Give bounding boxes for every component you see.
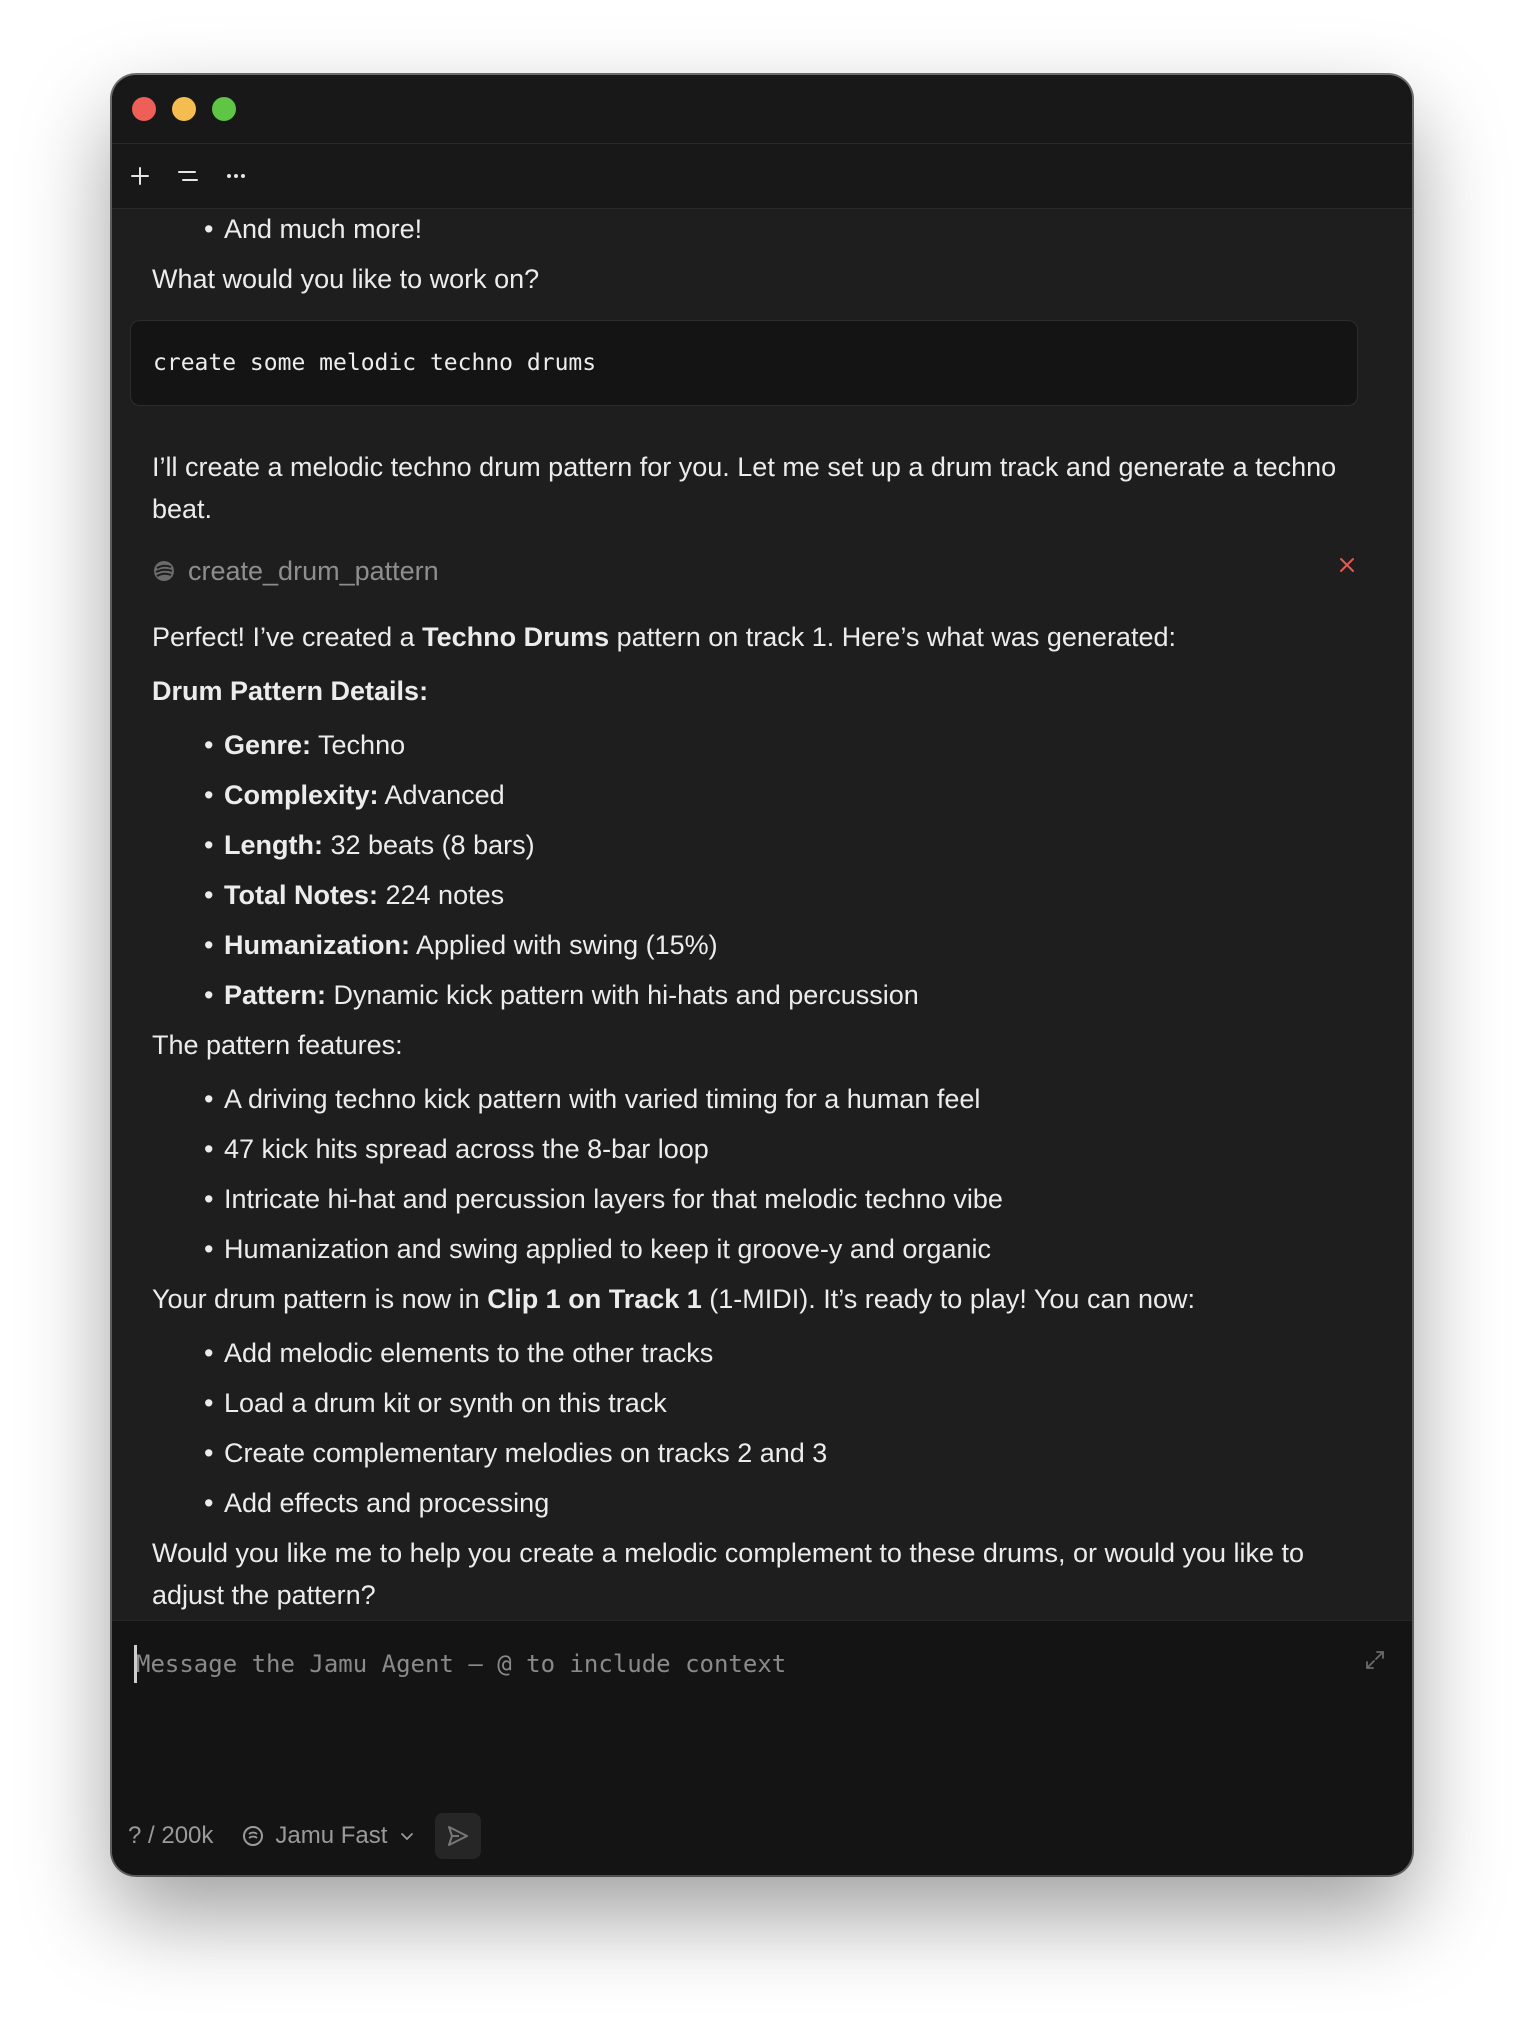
tool-call-name: create_drum_pattern	[188, 556, 439, 586]
send-button[interactable]	[435, 1813, 481, 1859]
list-item	[204, 974, 1360, 1016]
user-message-text: create some melodic techno drums	[153, 350, 597, 376]
list-item: • Add effects and processing	[204, 1482, 1360, 1524]
send-icon	[445, 1823, 471, 1849]
plus-icon	[129, 165, 151, 187]
assistant-question: What would you like to work on?	[152, 264, 540, 294]
title-bar	[112, 75, 1412, 144]
features-list	[204, 1078, 1360, 1270]
list-item: • Add melodic elements to the other tracks	[204, 1332, 1360, 1374]
list-item	[204, 924, 1360, 966]
detail-label: Length:	[224, 830, 323, 860]
result-intro	[152, 616, 1360, 658]
detail-value: Techno	[311, 730, 406, 760]
list-item: • Humanization and swing applied to keep it groove-y and organic	[204, 1228, 1360, 1270]
details-list	[204, 724, 1360, 1016]
list-item: • A driving techno kick pattern with varied timing for a human feel	[204, 1078, 1360, 1120]
list-item: • 47 kick hits spread across the 8-bar loop	[204, 1128, 1360, 1170]
more-options-button[interactable]	[216, 156, 256, 196]
message-composer	[112, 1620, 1412, 1875]
list-item: • Load a drum kit or synth on this track	[204, 1382, 1360, 1424]
detail-value: Dynamic kick pattern with hi-hats and percussion	[326, 980, 919, 1010]
list-item	[204, 824, 1360, 866]
list-item: • And much more!	[204, 208, 1360, 250]
list-item	[204, 724, 1360, 766]
model-name: Jamu Fast	[275, 1822, 388, 1849]
details-heading: Drum Pattern Details:	[152, 676, 429, 706]
closing-question: Would you like me to help you create a melodic complement to these drums, or would you like to adjust the pattern?	[152, 1538, 1305, 1610]
top-list	[204, 208, 1360, 250]
composer-footer	[128, 1813, 481, 1859]
tool-call-status	[1338, 556, 1356, 574]
expand-icon	[1364, 1649, 1386, 1671]
message-input[interactable]	[136, 1641, 1296, 1687]
location-text	[152, 1278, 1360, 1320]
model-selector[interactable]	[241, 1822, 415, 1850]
detail-value: Applied with swing (15%)	[410, 930, 718, 960]
text: (1-MIDI). It’s ready to play! You can now:	[701, 1284, 1196, 1314]
maximize-window-button[interactable]	[212, 97, 236, 121]
toolbar	[112, 144, 1412, 209]
list-item	[204, 774, 1360, 816]
text: Perfect! I’ve created a	[152, 622, 423, 652]
app-window	[112, 75, 1412, 1875]
list-item: • Intricate hi-hat and percussion layers for that melodic techno vibe	[204, 1178, 1360, 1220]
text: Your drum pattern is now in	[152, 1284, 488, 1314]
close-icon	[1338, 556, 1356, 574]
next-steps-list	[204, 1332, 1360, 1524]
list-icon	[176, 165, 200, 187]
chat-transcript[interactable]	[112, 208, 1412, 1620]
bold-text: Techno Drums	[422, 622, 610, 652]
features-heading: The pattern features:	[152, 1030, 403, 1060]
detail-value: Advanced	[378, 780, 505, 810]
list-item: • Create complementary melodies on tracks 2 and 3	[204, 1432, 1360, 1474]
detail-value: 32 beats (8 bars)	[322, 830, 535, 860]
user-message	[130, 320, 1358, 406]
bold-text: Clip 1 on Track 1	[487, 1284, 702, 1314]
close-window-button[interactable]	[132, 97, 156, 121]
tool-call[interactable]	[152, 550, 1360, 592]
detail-label: Humanization:	[224, 930, 410, 960]
detail-label: Total Notes:	[224, 880, 378, 910]
chevron-down-icon	[399, 1828, 415, 1844]
more-icon	[224, 165, 248, 187]
detail-label: Genre:	[224, 730, 312, 760]
detail-value: 224 notes	[378, 880, 505, 910]
assistant-intro: I’ll create a melodic techno drum pattern for you. Let me set up a drum track and generate a techno beat.	[152, 452, 1337, 524]
token-count: ? / 200k	[128, 1822, 214, 1849]
new-chat-button[interactable]	[120, 156, 160, 196]
detail-label: Complexity:	[224, 780, 379, 810]
model-icon	[241, 1824, 265, 1848]
stack-icon	[152, 559, 176, 583]
text: pattern on track 1. Here’s what was generated:	[609, 622, 1176, 652]
history-button[interactable]	[168, 156, 208, 196]
list-item	[204, 874, 1360, 916]
expand-button[interactable]	[1364, 1649, 1386, 1671]
detail-label: Pattern:	[224, 980, 327, 1010]
minimize-window-button[interactable]	[172, 97, 196, 121]
